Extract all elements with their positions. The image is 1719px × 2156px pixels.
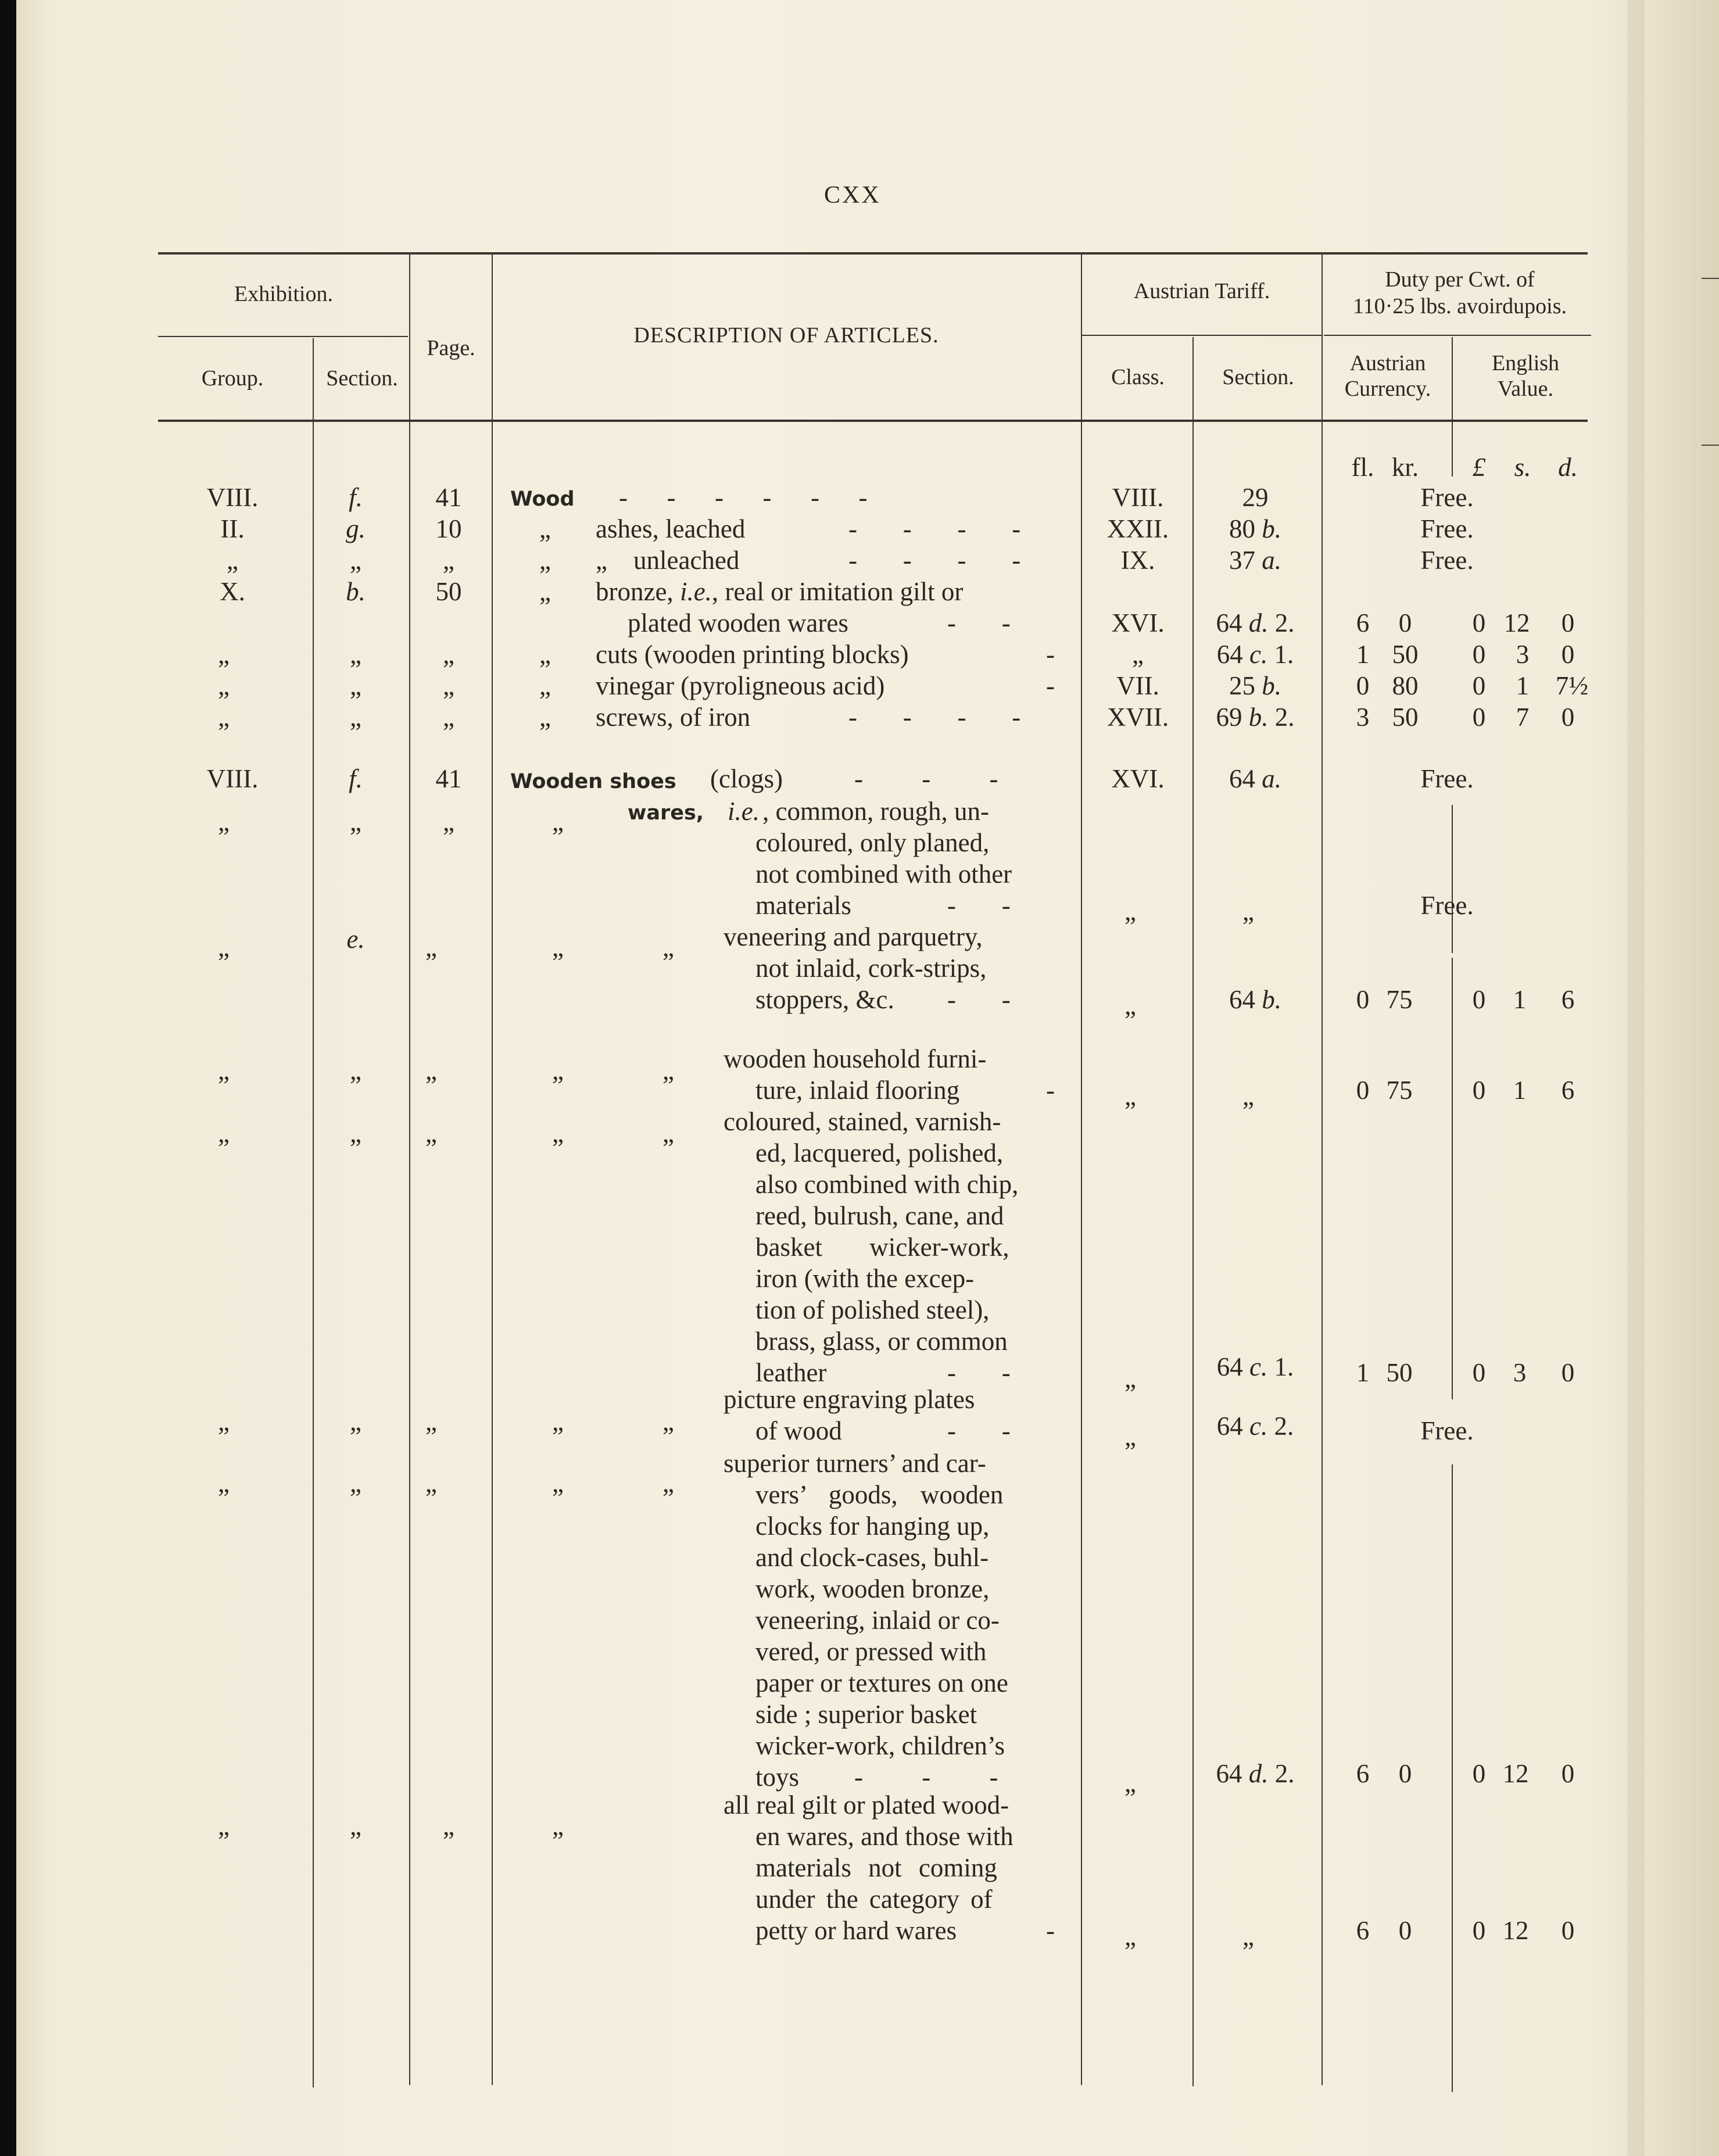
ditto-mark: „ [425,1469,437,1498]
pence-cell: 0 [1561,1916,1575,1945]
ditto-mark: „ [350,1119,361,1148]
class-ditto: „ [1124,1768,1136,1797]
ditto-mark: „ [425,1407,437,1436]
description: picture engraving plates [724,1385,975,1414]
leader-dashes: - - - - [848,546,1021,575]
ditto-mark: „ [425,933,437,962]
class-cell: VIII. [1112,483,1164,512]
ditto-mark: „ [539,671,551,700]
fl-cell: 0 [1356,671,1370,700]
free-cell: Free. [1420,483,1474,512]
description-line: brass, glass, or common [755,1327,1008,1356]
col-rule-desc [1081,255,1082,2085]
description: (clogs) [710,764,783,793]
ditto-mark: „ [539,703,551,732]
description-line: plated wooden wares [628,608,848,638]
leader-dashes: - - - [854,1763,998,1792]
kr-cell: 80 [1392,671,1419,700]
pound-cell: 0 [1472,1759,1486,1788]
class-ditto: „ [1124,1364,1136,1393]
description-line: also combined with chip, [755,1170,1019,1199]
shilling-cell: 12 [1502,1916,1529,1945]
kr-cell: 50 [1392,703,1419,732]
head-word: Wooden shoes [510,770,676,793]
tariff-section-cell: 25 b. [1229,671,1281,700]
description: cuts (wooden printing blocks) [596,640,909,669]
section-cell: g. [346,514,366,543]
tariff-section-cell: 64 b. [1229,985,1281,1014]
ditto-mark: „ [662,933,674,962]
tariff-rule [1082,335,1323,336]
free-cell: Free. [1420,1416,1474,1445]
tariff-section-cell: 64 d. 2. [1216,1759,1295,1788]
ditto-mark: „ [350,671,361,700]
class-ditto: „ [1124,897,1136,926]
class-ditto: „ [1124,1081,1136,1111]
col-rule-class [1192,337,1194,2086]
pence-cell: 0 [1561,608,1575,638]
class-ditto: „ [1132,640,1144,669]
ditto-mark: „ [539,546,551,575]
section-cell: e. [346,925,365,954]
head-word: Wood [510,488,575,511]
leader-dashes: - - [947,891,1011,920]
edge-tick [1702,445,1719,446]
pence-cell: 6 [1561,1076,1575,1105]
ditto-mark: „ [552,807,564,836]
description: screws, of iron [596,703,751,732]
class-cell: XVII. [1106,703,1169,732]
duty-rule [1324,335,1591,336]
header-group: Group. [201,366,264,391]
ditto-mark: „ [350,640,361,669]
pence-cell: 6 [1561,985,1575,1014]
description-line: not combined with other [755,859,1012,889]
tsec-ditto: „ [1242,1081,1254,1111]
ditto-mark: „ [443,1811,454,1840]
ditto-mark: „ [539,640,551,669]
fl-cell: 0 [1356,985,1370,1014]
kr-cell: 0 [1398,1916,1412,1945]
ditto-mark: „ [218,1119,230,1148]
header-austrian-2: Currency. [1344,377,1431,401]
ditto-mark: „ [443,671,454,700]
ditto-mark: „ [539,514,551,543]
ditto-mark: „ [552,1811,564,1840]
class-cell: XVI. [1111,764,1165,793]
exhibition-rule [158,336,408,337]
head-word: wares, [628,801,704,825]
description-line: not inlaid, cork-strips, [755,954,987,983]
page-cell: 10 [435,514,462,543]
pence-cell: 7½ [1555,671,1589,700]
description-line: stoppers, &c. [755,985,894,1014]
fl-cell: 6 [1356,608,1370,638]
description: superior turners’ and car- [724,1449,986,1478]
header-page: Page. [427,336,475,360]
fl-cell: 6 [1356,1759,1370,1788]
description-line: toys [755,1763,800,1792]
tariff-section-cell: 29 [1242,483,1269,512]
ditto-mark: „ [425,1119,437,1148]
shilling-cell: 7 [1516,703,1530,732]
kr-cell: 50 [1392,640,1419,669]
shilling-cell: 1 [1516,671,1530,700]
group-cell: VIII. [206,483,259,512]
page-cell: 41 [435,764,462,793]
col-rule-currency [1452,1464,1453,2092]
ditto-mark: „ [218,671,230,700]
group-cell: II. [220,514,245,543]
ditto-mark: „ [552,1407,564,1436]
ditto-mark: „ [539,577,551,606]
class-ditto: „ [1124,1422,1136,1451]
fl-cell: 1 [1356,640,1370,669]
description-line: tion of polished steel), [755,1295,990,1324]
kr-cell: 0 [1398,1759,1412,1788]
pound-cell: 0 [1472,1916,1486,1945]
shilling-cell: 1 [1513,985,1527,1014]
ditto-mark: „ [425,1056,437,1085]
header-bottom-rule [158,420,1588,422]
description-line: vered, or pressed with [755,1637,987,1666]
group-cell: VIII. [206,764,259,793]
description: bronze, i.e., real or imitation gilt or [596,577,964,606]
description-line: under the category of [755,1885,993,1914]
ditto-mark: „ [443,703,454,732]
ditto-mark: „ [218,703,230,732]
ditto-mark: „ [218,933,230,962]
leader-dashes: - - [947,608,1011,638]
leader-dashes: - [1046,1916,1055,1945]
ditto-mark: „ [662,1469,674,1498]
header-duty-line1: Duty per Cwt. of [1385,267,1535,292]
description-line: and clock-cases, buhl- [755,1543,989,1572]
leader-dashes: - - - - [848,703,1021,732]
leader-dashes: - - [947,1358,1011,1387]
description-line: ture, inlaid flooring [755,1076,960,1105]
description-line: of wood [755,1416,842,1445]
description: veneering and parquetry, [724,922,983,951]
page-cell: 50 [435,577,462,606]
description-line: coloured, only planed, [755,828,990,857]
class-ditto: „ [1124,991,1136,1020]
ditto-mark: „ [218,1056,230,1085]
tariff-section-cell: 80 b. [1229,514,1281,543]
ditto-mark: „ [443,640,454,669]
header-description: DESCRIPTION OF ARTICLES. [633,323,939,348]
pence-cell: 0 [1561,703,1575,732]
fl-cell: 6 [1356,1916,1370,1945]
class-ditto: „ [1124,1922,1136,1951]
header-english-1: English [1491,351,1560,375]
unit-d: d. [1558,453,1578,482]
table-top-rule [158,252,1588,255]
description-line: ed, lacquered, polished, [755,1138,1004,1167]
ditto-mark: „ [218,1811,230,1840]
pound-cell: 0 [1472,703,1486,732]
col-rule-group [313,338,314,2087]
leader-dashes: - [1046,671,1055,700]
tariff-section-cell: 64 c. 1. [1216,1352,1294,1381]
shilling-cell: 3 [1516,640,1530,669]
leader-dashes: - - - [854,764,998,793]
free-cell: Free. [1420,891,1474,920]
description-line: side ; superior basket [755,1700,977,1729]
ditto-mark: „ [662,1056,674,1085]
pence-cell: 0 [1561,1358,1575,1387]
tsec-ditto: „ [1242,1922,1254,1951]
tariff-section-cell: 64 d. 2. [1216,608,1295,638]
pound-cell: 0 [1472,985,1486,1014]
header-tariff: Austrian Tariff. [1133,279,1270,303]
kr-cell: 75 [1386,985,1413,1014]
tariff-section-cell: 64 c. 1. [1216,640,1294,669]
class-cell: VII. [1116,671,1159,700]
header-class: Class. [1111,365,1165,389]
shilling-cell: 3 [1513,1358,1527,1387]
section-cell: f. [349,483,363,512]
header-austrian-1: Austrian [1349,351,1426,375]
description-line: reed, bulrush, cane, and [755,1201,1004,1230]
col-rule-section [409,255,410,2085]
description: coloured, stained, varnish- [724,1107,1001,1136]
ditto-mark: „ [350,1407,361,1436]
unit-kr: kr. [1391,453,1419,482]
ditto-mark: „ [552,1119,564,1148]
unit-s: s. [1514,453,1531,482]
kr-cell: 50 [1386,1358,1413,1387]
ditto-mark: „ [350,1811,361,1840]
description-line: clocks for hanging up, [755,1512,990,1541]
section-cell: b. [346,577,366,606]
pound-cell: 0 [1472,608,1486,638]
kr-cell: 75 [1386,1076,1413,1105]
header-duty-line2: 110·25 lbs. avoirdupois. [1352,294,1567,318]
ditto-mark: „ [443,807,454,836]
description-line: materials not coming [755,1853,997,1882]
page-cell: 41 [435,483,462,512]
description-line: vers’ goods, wooden [755,1480,1004,1509]
ditto-mark: „ [218,807,230,836]
ditto-mark: „ [350,807,361,836]
description-line: basket wicker-work, [755,1233,1009,1262]
pound-cell: 0 [1472,671,1486,700]
description: all real gilt or plated wood- [724,1790,1009,1820]
section-cell: f. [349,764,363,793]
pence-cell: 0 [1561,640,1575,669]
free-cell: Free. [1420,546,1474,575]
tsec-ditto: „ [1242,897,1254,926]
description-line: paper or textures on one [755,1668,1008,1697]
col-rule-currency-head [1452,337,1453,477]
leader-dashes: - [1046,1076,1055,1105]
header-section: Section. [326,366,398,391]
header-exhibition: Exhibition. [234,282,333,306]
leader-dashes: - [1046,640,1055,669]
ditto-mark: „ [443,546,454,575]
col-rule-page [492,255,493,2085]
ditto-mark: „ [227,546,238,575]
leader-dashes: - - [947,1416,1011,1445]
tariff-section-cell: 37 a. [1229,546,1281,575]
col-rule-tsec [1322,255,1323,2085]
free-cell: Free. [1420,764,1474,793]
description: , common, rough, un- [762,797,989,826]
tariff-section-cell: 64 c. 2. [1216,1412,1294,1441]
class-cell: XXII. [1106,514,1169,543]
description: vinegar (pyroligneous acid) [596,671,885,700]
pound-cell: 0 [1472,1076,1486,1105]
binding-gutter [1627,0,1645,2156]
description-line: veneering, inlaid or co- [755,1606,1000,1635]
col-rule-currency [1452,958,1453,1399]
group-cell: X. [220,577,245,606]
ditto-mark: „ [350,1056,361,1085]
col-rule-currency [1452,805,1453,953]
shilling-cell: 12 [1502,1759,1529,1788]
class-cell: IX. [1120,546,1155,575]
ditto-mark: „ [350,1469,361,1498]
description: wooden household furni- [724,1044,987,1073]
pound-cell: 0 [1472,1358,1486,1387]
ditto-mark: „ [350,546,361,575]
header-english-2: Value. [1497,377,1554,401]
header-tariff-section: Section. [1222,365,1294,389]
description: unleached [633,546,740,575]
description-line: wicker-work, children’s [755,1731,1005,1760]
shilling-cell: 1 [1513,1076,1527,1105]
ditto-mark: „ [218,640,230,669]
description: ashes, leached [596,514,746,543]
ditto-mark: „ [218,1469,230,1498]
description-line: en wares, and those with [755,1822,1014,1851]
description-ie: i.e. [728,797,760,826]
edge-tick [1702,278,1719,279]
ditto-mark: „ [662,1119,674,1148]
leader-dashes: - - - - - - [619,483,868,512]
pence-cell: 0 [1561,1759,1575,1788]
ditto-mark: „ [350,703,361,732]
ditto-mark: „ [552,1056,564,1085]
description-line: materials [755,891,851,920]
ditto-mark: „ [218,1407,230,1436]
fl-cell: 1 [1356,1358,1370,1387]
ditto-mark: „ [552,1469,564,1498]
leader-dashes: - - [947,985,1011,1014]
class-cell: XVI. [1111,608,1165,638]
pound-cell: 0 [1472,640,1486,669]
fl-cell: 3 [1356,703,1370,732]
ditto-mark: „ [596,546,607,575]
tariff-section-cell: 64 a. [1229,764,1281,793]
description-line: work, wooden bronze, [755,1574,990,1603]
description-line: iron (with the excep- [755,1264,975,1293]
shilling-cell: 12 [1503,608,1530,638]
ditto-mark: „ [552,933,564,962]
description-line: leather [755,1358,827,1387]
leader-dashes: - - - - [848,514,1021,543]
unit-fl: fl. [1351,453,1374,482]
fl-cell: 0 [1356,1076,1370,1105]
page-number: CXX [824,182,881,209]
ditto-mark: „ [662,1407,674,1436]
free-cell: Free. [1420,514,1474,543]
description-line: petty or hard wares [755,1916,957,1945]
tariff-section-cell: 69 b. 2. [1216,703,1295,732]
kr-cell: 0 [1398,608,1412,638]
unit-pound: £ [1472,453,1486,482]
